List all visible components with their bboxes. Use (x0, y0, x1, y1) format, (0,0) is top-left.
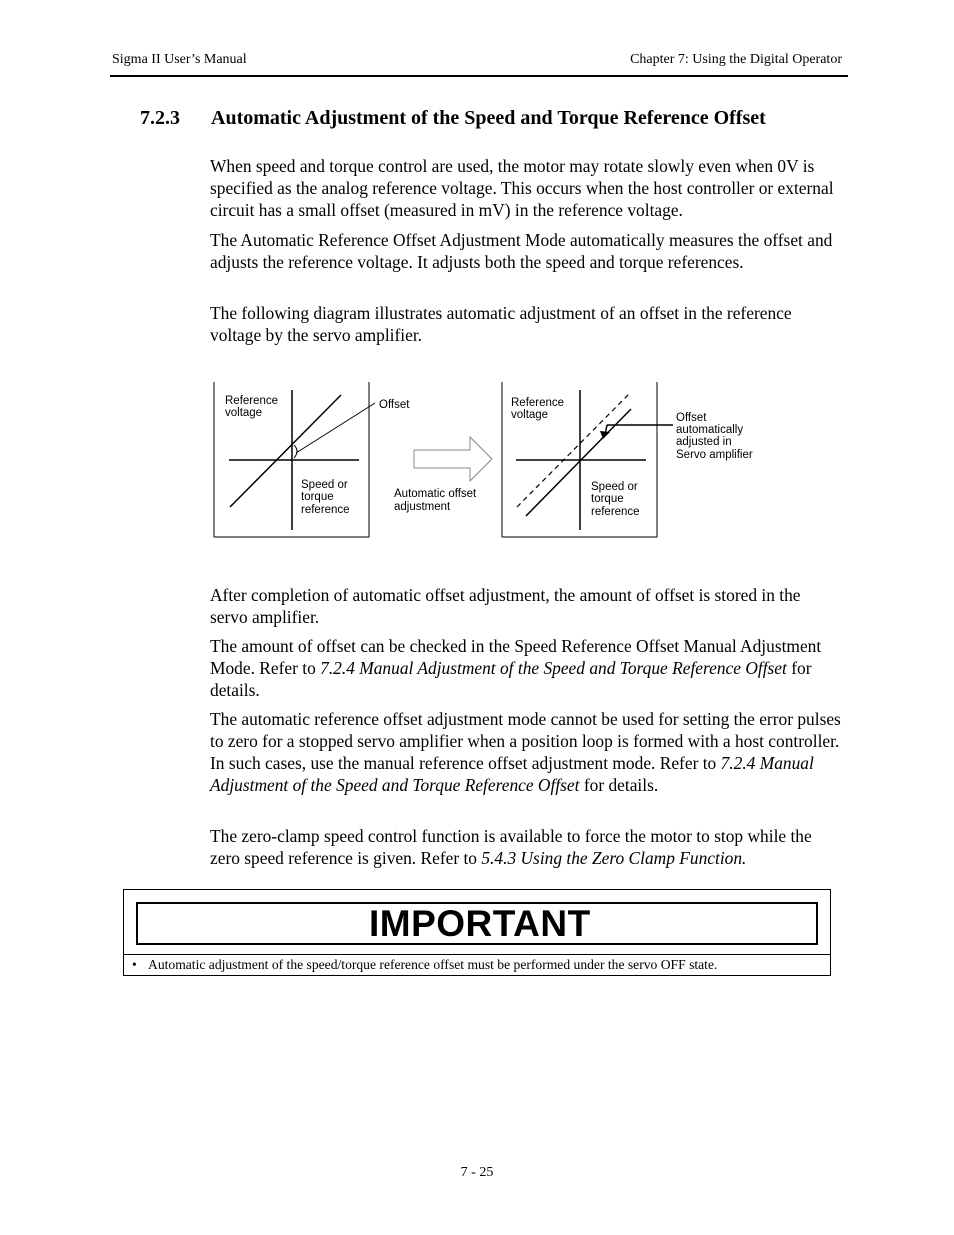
running-header-title: Sigma II User’s Manual (112, 52, 247, 67)
right-note-2: automatically (676, 424, 744, 436)
cross-reference-link: 5.4.3 Using the Zero Clamp Function. (481, 848, 747, 868)
after-adjustment-graph (502, 382, 753, 537)
cross-reference-link: 7.2.4 Manual Adjustment of the Speed and Torque Reference Offset (210, 753, 814, 795)
paragraph-zero-clamp-text: The zero-clamp speed control function is available to force the motor to stop while the zero speed reference is given. Refer to (210, 826, 812, 868)
right-note-1: Offset (676, 412, 707, 424)
paragraph-offset-problem: When speed and torque control are used, the motor may rotate slowly even when 0V is specified as the analog reference voltage. This occurs when the host controller or external circuit has a small offset (measured in mV) in the reference voltage. (210, 156, 834, 220)
paragraph-auto-mode: The Automatic Reference Offset Adjustment Mode automatically measures the offset and adjusts the reference voltage. It adjusts both the speed and torque references. (210, 230, 833, 272)
right-x-label-2: torque (591, 493, 624, 505)
running-header-chapter: Chapter 7: Using the Digital Operator (630, 52, 842, 67)
important-notice-box (123, 889, 831, 976)
right-y-label-1: Reference (511, 397, 565, 409)
important-note-text: Automatic adjustment of the speed/torque reference offset must be performed under the servo OFF state. (148, 957, 718, 972)
paragraph-diagram-intro: The following diagram illustrates automatic adjustment of an offset in the reference voltage by the servo amplifier. (210, 303, 792, 345)
left-y-label-2: voltage (225, 407, 263, 419)
offset-marker (294, 445, 297, 458)
right-x-label-1: Speed or (591, 481, 638, 493)
cross-reference-link: 7.2.4 Manual Adjustment of the Speed and Torque Reference Offset (320, 658, 787, 678)
important-title: IMPORTANT (369, 903, 591, 944)
section-title: Automatic Adjustment of the Speed and Torque Reference Offset (211, 107, 766, 129)
right-note-4: Servo amplifier (676, 449, 753, 461)
paragraph-limitation (210, 708, 842, 796)
important-divider (124, 954, 830, 955)
important-note (132, 956, 717, 974)
bullet-icon: • (132, 957, 137, 972)
left-x-label-3: reference (301, 504, 350, 516)
header-rule (110, 75, 848, 77)
paragraph-zero-clamp (210, 825, 842, 869)
left-y-label-1: Reference (225, 395, 279, 407)
important-title-frame (136, 902, 818, 945)
page-number: 7 - 25 (460, 1165, 494, 1180)
paragraph-offset-stored: After completion of automatic offset adjustment, the amount of offset is stored in the servo amplifier. (210, 585, 801, 627)
paragraph-limitation-text: The automatic reference offset adjustment mode cannot be used for setting the error pulses to zero for a stopped servo amplifier when a position loop is formed with a host controller. In such cases, use the manual reference offset adjustment mode. Refer to (210, 709, 841, 773)
right-note-arrowhead (600, 431, 610, 439)
right-y-label-2: voltage (511, 409, 549, 421)
paragraph-limitation-tail: for details. (579, 775, 659, 795)
section-number: 7.2.3 (140, 107, 180, 129)
left-offset-label: Offset (379, 399, 410, 411)
left-x-label-2: torque (301, 491, 334, 503)
adjustment-arrow (394, 437, 492, 513)
offset-adjustment-diagram (205, 375, 765, 545)
left-x-label-1: Speed or (301, 479, 348, 491)
before-adjustment-graph (214, 382, 410, 537)
right-x-label-3: reference (591, 506, 640, 518)
arrow-label-2: adjustment (394, 501, 451, 513)
right-note-3: adjusted in (676, 436, 732, 448)
paragraph-check-offset-tail: for details. (210, 658, 812, 700)
arrow-label-1: Automatic offset (394, 488, 477, 500)
paragraph-check-offset (210, 635, 842, 701)
paragraph-check-offset-text: The amount of offset can be checked in the Speed Reference Offset Manual Adjustment Mode. Refer to (210, 636, 822, 678)
